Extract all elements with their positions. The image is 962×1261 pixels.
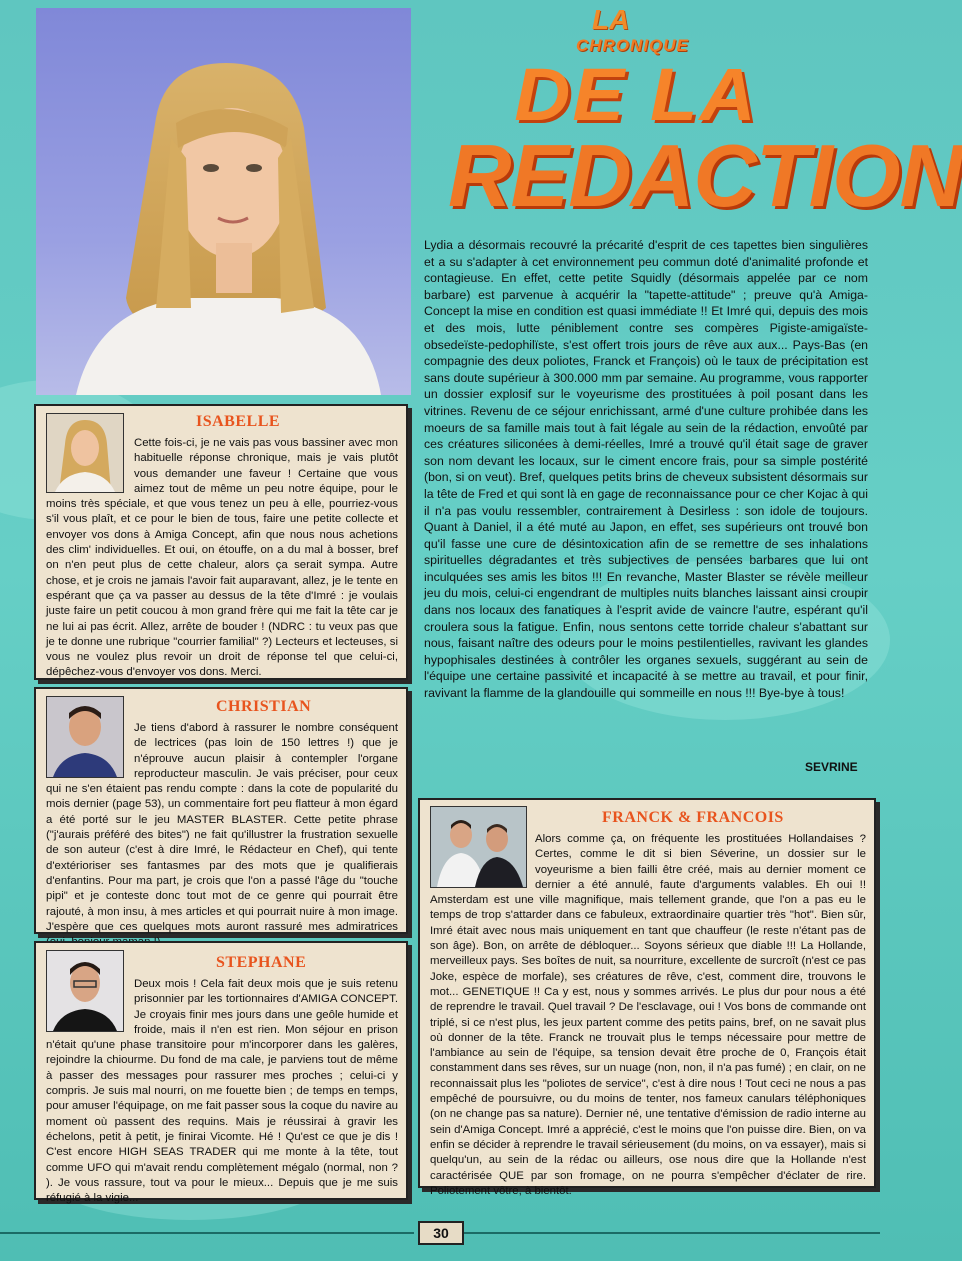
staff-box-stephane [34,941,408,1205]
intro-article [424,237,868,702]
title-de-la: DE LA [514,53,758,136]
avatar-float-spacer [46,436,134,496]
staff-box-isabelle [34,404,408,680]
title-redaction: REDACTION [448,126,962,225]
main-portrait-photo [36,8,411,395]
title-chronique: CHRONIQUE [576,36,689,55]
staff-name-christian: CHRISTIAN [216,698,312,715]
page-number: 30 [418,1221,464,1245]
staff-text-franck-francois [430,832,866,1199]
staff-box-christian [34,687,408,934]
staff-text-stephane [46,977,398,1206]
staff-box-franck-francois [418,798,876,1197]
staff-text-christian [46,721,398,950]
footer-rule-right [464,1232,880,1234]
avatar-float-spacer [46,721,134,779]
staff-name-franck-francois: FRANCK & FRANCOIS [602,809,784,826]
staff-paragraph-franck-francois: Alors comme ça, on fréquente les prostituées Hollandaises ? Certes, comme le dit si bien Séverine, un dossier sur le voyeurisme a bien failli être créé, mais au dernier moment ce dernier a été annulé, faute d'arguments valables. Eh oui !! Amsterdam est une ville magnifique, mais tellement grande, que l'on a pas eu le temps de trop s'attarder dans ce fabuleux, extraordinaire quartier très "hot". Bien sûr, Imré était avec nous mais uniquement en tant que chauffeur (le reste n'étant pas de son âge). Bon, on arrête de débloquer... Soyons sérieux que diable !!! La Hollande, merveilleux pays. Ses boîtes de nuit, sa nourriture, excellente de surcroît (n'est ce pas Joke, espèce de morfale), ses créatures de rêve, c'est, comment dire, trouvons le mot... GENETIQUE !! Ca y est, nous y sommes arrivés. Le plus dur pour nous a été de reprendre le travail. Quel travail ? De l'esclavage, oui ! Vos bons de commande ont triplé, si ce n'est plus, les jeux partent comme des petits pains, bref, on ne savait plus où donner de la tête. Franck ne trouvait plus le temps nécessaire pour mettre de l'ambiance au sein de l'équipe, sa tension devait être proche de 0, François était constamment dans ses rêves, sur un nuage (non, non, il n'a pas fumé) ; en clair, on ne reconnaissait plus les "poliotes de service", c'est à dire nous ! Tout ceci ne nous a pas empêché de poursuivre, ou du moins de tenter, nos fameux canulars téléphoniques (on ne change pas sa nature). Dernier né, une tentative d'émission de radio interne au sein d'Amiga Concept. Imré a apprécié, c'est le moins que l'on puisse dire. Bien, on va enfin se décider à reprendre le travail sérieusement (du moins, on va essayer), mais si quelqu'un, au sein de la rédac ou ailleurs, ose nous dire que la Hollande n'est caractérisée QUE par son fromage, on ne pourra s'empêcher d'éclater de rire. Poliotement vôtre, à bientôt. [430,833,866,1197]
avatar-float-spacer [46,977,134,1035]
signature: SEVRINE [805,760,858,774]
avatar-float-spacer [430,832,535,890]
staff-name-isabelle: ISABELLE [196,413,281,430]
staff-text-isabelle [46,436,398,681]
intro-paragraph: Lydia a désormais recouvré la précarité d'esprit de ces tapettes bien singulières et a su s'adapter à cet environnement peu commun doté d'animalité profonde et contagieuse. En effet, cette petite Squidly (désormais appelée par ce nom barbare) est parvenue à acquérir la "tapette-attitude" ; preuve qu'à Amiga-Concept la mise en condition est quasi immédiate !! Et Imré qui, depuis des mois et des mois, lutte péniblement contre ses compères Pigiste-amigaïste-obsedeïste-pedophilïste, s'est offert trois jours de rêve aux aux... Pays-Bas (en compagnie des deux poliotes, Franck et François) où le taux de précipitation est sans doute supérieur à 300.000 mm par semaine. Au programme, vous rapporter un dossier explosif sur le voyeurisme des prostituées à poil posant dans les vitrines. Revenu de ce séjour enrichissant, armé d'une culture prohibée dans les moeurs de sa famille mais tout à fait légale au sein de la rédaction, envoûté par ces créatures siliconées à demi-réelles, Imré a trouvé qu'il était sage de graver son nom devant les locaux, sur le ciment encore frais, pour sa simple postérité (bon, si on veut). Bref, quelques petits brins de cheveux subsistent désormais sur la tête de Fred et qui sont là en gage de reconnaissance pour ce cher Kojac à qui il n'a pas voulu ressembler, contrairement à Desirless : son idole de toujours. Quant à Daniel, il a été muté au Japon, en effet, ses supérieurs ont trouvé bon qu'il fasse une cure de désintoxication afin de se remettre de ses inhalations spirituelles dégradantes et très subjectives de pensées barbares que lui ont inculquées ses amis les bitos !!! En revanche, Master Blaster se révèle meilleur jeu du mois, celui-ci engendrant de multiples nuits blanches laissant ainsi croupir dans nos locaux des fanatiques à l'esprit avide de vaincre l'autre, espérant qu'il croulera sous la fatigue. Enfin, nous sentons cette torride chaleur s'abattant sur nous, faisant naître des odeurs pour le moins pestilentielles, ravivant les glandes hypophisales destinées à contrôler les organes sexuels, suggérant au sein de l'équipe une certaine passivité et incapacité à se mettre au travail, et pour finir, ravivant la flamme de la glandouille qui sommeille en nous !!! Bye-bye à tous! [424,238,868,701]
staff-paragraph-christian: Je tiens d'abord à rassurer le nombre conséquent de lectrices (pas loin de 150 lettres !) que je n'éprouve aucun plaisir à contempler l'organe reproducteur masculin. Je vais préciser, pour ceux qui ne s'en étaient pas rendu compte : dans la cote de popularité du mois dernier (page 53), un commentaire fort peu flatteur à mon égard a été porté sur le jeu MASTER BLASTER. Cette petite phrase ("j'aurais préféré des bites") ne fait qu'illustrer la frustration sexuelle de son auteur (c'est à dire Imré, le Rédacteur en Chef), qui tente d'extérioriser ses fantasmes par des mots que je qualifierais d'enfantins. Pour ma part, je crois que l'on a passé l'âge du "touche pipi" et je conteste donc tout mot de ce genre qui pourrait être rajouté, à mon insu, à mes articles et qui pourrait nuire à mon image. J'espère que ces quelques mots auront rassuré mes admiratrices [46,722,398,933]
footer-rule-left [0,1232,414,1234]
staff-name-stephane: STEPHANE [216,954,307,971]
staff-paragraph-stephane: Deux mois ! Cela fait deux mois que je suis retenu prisonnier par les tortionnaires d'AMIGA CONCEPT. Je croyais finir mes jours dans une geôle humide et froide, mais il n'en est rien. Mon séjour en prison n'était qu'une phase transitoire pour m'incorporer dans les galères, rejoindre la chiourme. Du fond de ma cale, je parviens tout de même à passer des messages pour rassurer mes proches ; celui-ci y compris. Je suis mal nourri, on me fouette bien ; de temps en temps, pour amuser l'équipage, on me fait passer sous la coque du navire au moment où passent des requins. Mais je réussirai à gravir les échelons, petit à petit, je finirai Vicomte. Hé ! Qu'est ce que je dis ! C'est encore HIGH SEAS TRADER qui me monte à la tête, tout comme UFO qui m'avait rendu complètement mégalo (normal, non ? ). Je vous rassure, tout va pour le mieux... Depuis que je me suis réfugié à la vigie... [46,978,398,1205]
title-la: LA [592,4,630,35]
staff-paragraph-isabelle: Cette fois-ci, je ne vais pas vous bassiner avec mon habituelle réponse chronique, mais je vais plutôt vous demander une faveur ! Certaine que vous aimez tout de même un peu notre équipe, pour le moins très spéciale, et que vous tenez un peu à elle, pourriez-vous s'il vous plaît, et ce pour le bien de tous, faire une petite collecte et envoyer vos dons à Amiga Concept, afin que nous nous achetions des clim' individuelles. Et oui, on étouffe, on a du mal à bosser, bref on n'en peut plus de cette chaleur, alors ça serait sympa. Autre chose, et je crois ne jamais l'avoir fait auparavant, allez, je le tente en espérant que ça va passer au dessus de la tête d'Imré : je voulais juste faire un petit coucou à mon grand frère qui me fait la tête car je ne lui ai pas écrit. Allez, arrête de bouder ! (NDRC : tu veux pas que je te donne une rubrique "courrier familial" ?) Lecteurs et lecteuses, si vous ne voulez plus revoir un droit de réponse tel que celui-ci, dépêchez-vous d'envoyer vos dons. Merci. [46,437,398,679]
